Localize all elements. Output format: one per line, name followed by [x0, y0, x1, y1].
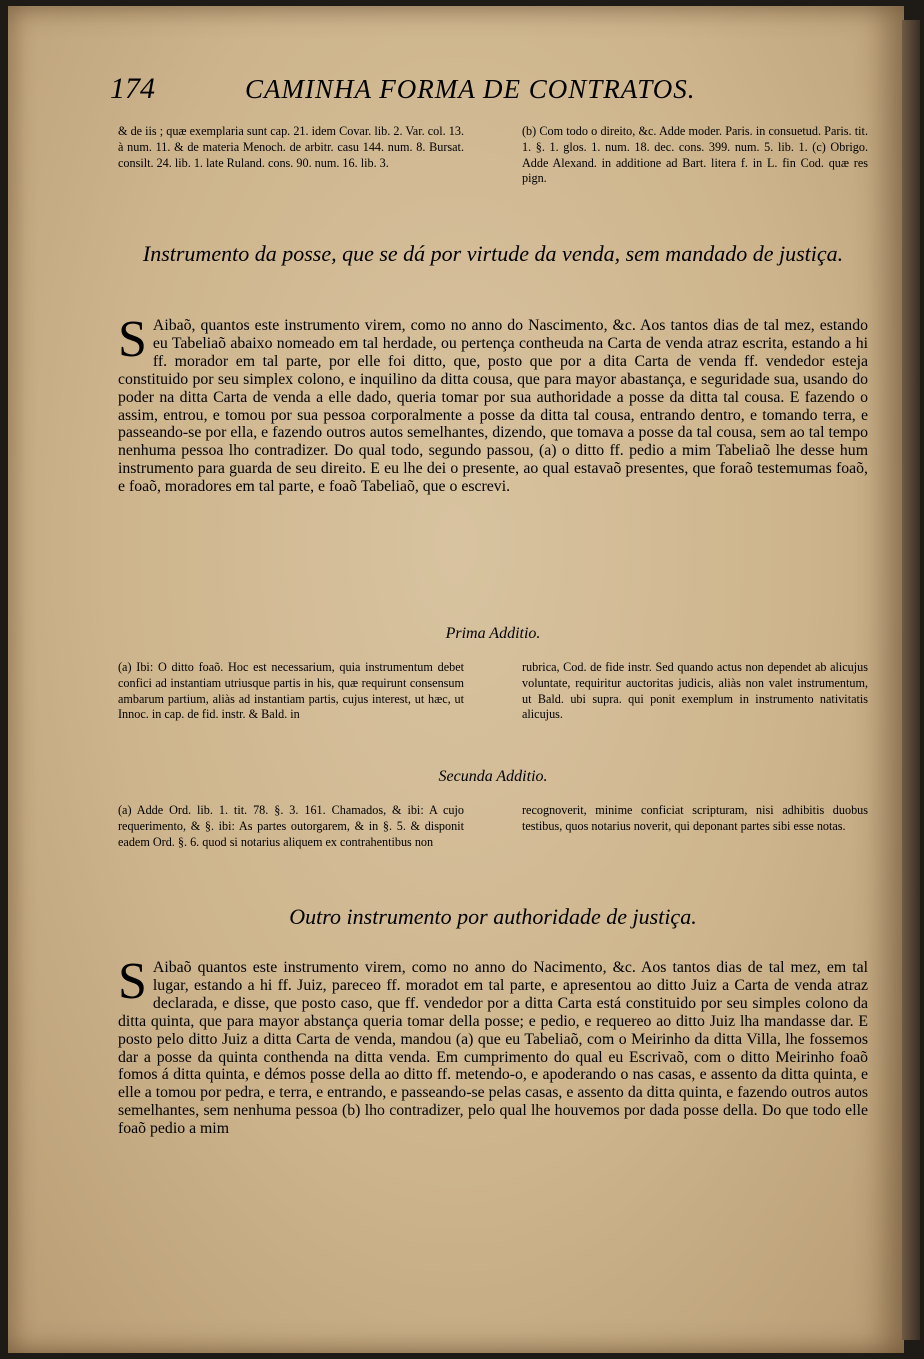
additio-right: rubrica, Cod. de fide instr. Sed quando actus non dependet ab alicujus voluntate, requiritur auctoritas judicis, aliàs non valet instrumentum, ut Bald. ubi supra. qui ponit exemplum in instrumento nativitatis alicujus.	[522, 660, 868, 722]
additio-right: recognoverit, minime conficiat scripturam, nisi adhibitis duobus testibus, quos notarius noverit, qui deponant partes sibi esse notas.	[522, 803, 868, 833]
additio-left: (a) Ibi: O ditto foaõ. Hoc est necessarium, quia instrumentum debet confici ad instantiam utriusque partis in his, quæ requirunt consensum ambarum partium, aliàs ad instantiam partis, cujus interest, ut hæc, ut Innoc. in cap. de fid. instr. & Bald. in	[118, 660, 464, 722]
page-edge	[902, 20, 920, 1340]
additio-notes	[118, 660, 868, 723]
section-text: Aibaõ quantos este instrumento virem, como no anno do Nacimento, &c. Aos tantos dias de tal mez, em tal lugar, estando a hi ff. Juiz, pareceo ff. moradot em tal parte, e apresentou ao ditto Juiz a Carta de venda atraz declarada, e disse, que posto caso, que ff. vendedor por a ditta Carta está constituido por seu simples colono da ditta quinta, que para mayor abstança queria tomar della posse; e pedio, e requereo ao ditto Juiz lha mandasse dar. E posto pelo ditto Juiz a ditta Carta de venda, mandou (a) que eu Tabeliaõ, com o Meirinho da ditta Villa, lhe fossemos dar a posse da quinta conthenda na ditta venda. Em cumprimento do qual eu Escrivaõ, com o ditto Meirinho foaõ fomos á ditta quinta, e démos posse della ao ditto ff. metendo-o, e apoderando o nas casas, e assento da ditta quinta, e elle a tomou por pedra, e terra, e entrando, e passeando-se pelas casas, e assento da ditta quinta, e fazendo outros autos semelhantes, sem nenhuma pessoa (b) lho contradizer, pelo qual lhe houvemos por dada posse della. Do que todo elle foaõ pedio a mim	[118, 959, 868, 1138]
footnote-left: & de iis ; quæ exemplaria sunt cap. 21. idem Covar. lib. 2. Var. col. 13. à num. 11. & de materia Menoch. de arbitr. casu 144. num. 8. Bursat. consilt. 24. lib. 1. late Ruland. cons. 90. num. 16. lib. 3.	[118, 124, 464, 170]
section-heading: Instrumento da posse, que se dá por virtude da venda, sem mandado de justiça.	[142, 241, 844, 266]
section-body	[118, 953, 868, 1138]
running-title: CAMINHA FORMA DE CONTRATOS.	[245, 74, 696, 104]
footnote-right: (b) Com todo o direito, &c. Adde moder. Paris. in consuetud. Paris. tit. 1. §. 1. glos. 1. num. 18. dec. cons. 399. num. 5. lib. 1. (c) Obrigo. Adde Alexand. in additione ad Bart. litera f. in L. fin Cod. quæ res pign.	[522, 124, 868, 186]
section-body	[118, 311, 868, 496]
drop-cap: S	[118, 953, 147, 1010]
page-number: 174	[110, 72, 155, 105]
additio-heading: Secunda Additio.	[438, 768, 548, 785]
additio-notes	[118, 803, 868, 850]
section-heading: Outro instrumento por authoridade de justiça.	[289, 904, 697, 929]
section-text: Aibaõ, quantos este instrumento virem, como no anno do Nascimento, &c. Aos tantos dias de tal mez, estando eu Tabeliaõ abaixo nomeado em tal herdade, ou pertença contheuda na Carta de venda atraz escrita, estando a hi ff. morador em tal parte, por elle foi ditto, que, posto que por a dita Carta de venda ff. vendedor esteja constituido por seu simplex colono, e inquilino da ditta cousa, que para mayor abastança, e seguridade sua, usando do poder na ditta Carta de venda a elle dado, queria tomar por sua authoridade a posse da ditta tal cousa. E fazendo o assim, entrou, e tomou por sua pessoa corporalmente a posse da ditta tal cousa, entrando dentro, e tomando terra, e passeando-se por ella, e fazendo outros autos semelhantes, dizendo, que tomava a posse da tal cousa, sem ao tal tempo nenhuma pessoa lho contradizer. Do qual todo, segundo passou, (a) o ditto ff. pedio a mim Tabeliaõ lhe desse hum instrumento para guarda de seu direito. E eu lhe dei o presente, ao qual estavaõ presentes, que foraõ testemumas foaõ, e foaõ, moradores em tal parte, e foaõ Tabeliaõ, que o escrevi.	[118, 317, 868, 496]
top-footnotes	[118, 124, 868, 187]
running-head	[110, 72, 870, 112]
additio-heading: Prima Additio.	[445, 625, 541, 642]
drop-cap: S	[118, 311, 147, 368]
additio-left: (a) Adde Ord. lib. 1. tit. 78. §. 3. 161. Chamados, & ibi: A cujo requerimento, & §. ibi: As partes outorgarem, & in §. 5. & disponit eadem Ord. §. 6. quod si notarius aliquem ex contrahentibus non	[118, 803, 464, 849]
